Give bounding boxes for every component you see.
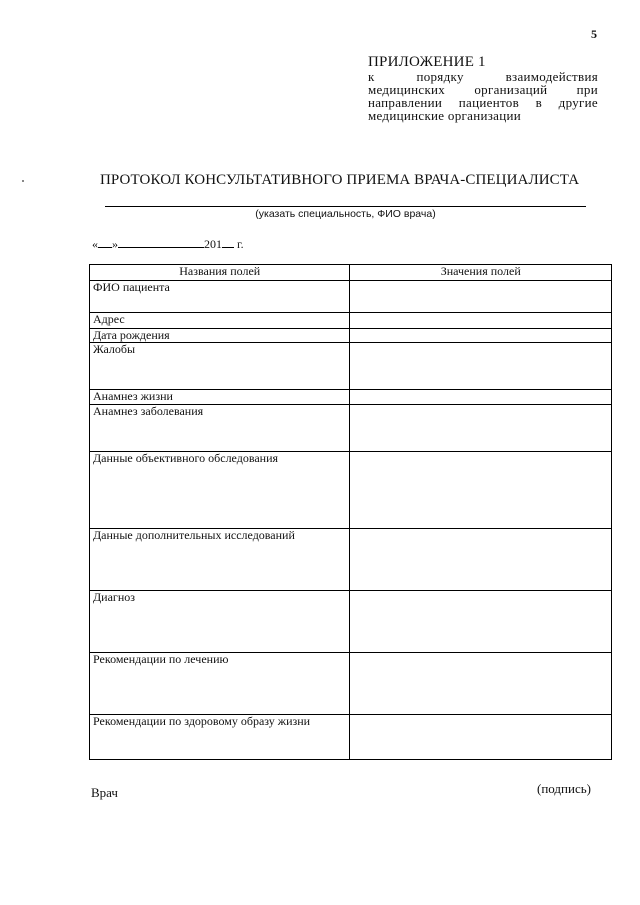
month-blank <box>118 236 204 248</box>
specialist-caption: (указать специальность, ФИО врача) <box>255 208 436 220</box>
field-value <box>350 452 612 529</box>
year-blank <box>222 236 234 248</box>
protocol-title: ПРОТОКОЛ КОНСУЛЬТАТИВНОГО ПРИЕМА ВРАЧА-СПЕЦИАЛИСТА <box>100 172 580 188</box>
field-label: Данные дополнительных исследований <box>90 529 350 591</box>
table-row <box>90 405 612 452</box>
specialist-fill-line <box>105 206 586 207</box>
date-year: 201 <box>204 237 222 251</box>
field-value <box>350 591 612 653</box>
field-value <box>350 313 612 329</box>
date-suffix: г. <box>237 237 244 251</box>
table-row <box>90 281 612 313</box>
table-row <box>90 343 612 390</box>
scan-speck <box>22 180 24 182</box>
table-header-row <box>90 265 612 281</box>
page-number: 5 <box>591 27 597 41</box>
protocol-fields-table <box>89 264 612 760</box>
header-field-values: Значения полей <box>350 265 612 281</box>
field-label: Диагноз <box>90 591 350 653</box>
signature-caption: (подпись) <box>537 781 591 796</box>
field-label: Рекомендации по лечению <box>90 653 350 715</box>
field-label: Адрес <box>90 313 350 329</box>
appendix-title: ПРИЛОЖЕНИЕ 1 <box>368 54 486 70</box>
table-row <box>90 329 612 343</box>
day-blank <box>98 236 112 248</box>
field-value <box>350 529 612 591</box>
table-row <box>90 591 612 653</box>
doctor-label: Врач <box>91 785 118 800</box>
appendix-subtitle: к порядку взаимодействия медицинских организаций при направлении пациентов в другие медицинские организации <box>368 69 598 123</box>
field-label: Анамнез заболевания <box>90 405 350 452</box>
field-value <box>350 390 612 405</box>
field-value <box>350 281 612 313</box>
table-row <box>90 313 612 329</box>
field-label: Рекомендации по здоровому образу жизни <box>90 715 350 760</box>
date-open-quote: « <box>92 237 98 251</box>
date-line <box>92 236 244 252</box>
field-label: ФИО пациента <box>90 281 350 313</box>
table-row <box>90 452 612 529</box>
field-label: Жалобы <box>90 343 350 390</box>
field-value <box>350 343 612 390</box>
table-row <box>90 653 612 715</box>
header-field-names: Названия полей <box>90 265 350 281</box>
field-label: Данные объективного обследования <box>90 452 350 529</box>
table-row <box>90 390 612 405</box>
field-value <box>350 405 612 452</box>
field-label: Анамнез жизни <box>90 390 350 405</box>
field-value <box>350 715 612 760</box>
field-value <box>350 653 612 715</box>
field-value <box>350 329 612 343</box>
field-label: Дата рождения <box>90 329 350 343</box>
date-close-quote: » <box>112 237 118 251</box>
table-row <box>90 715 612 760</box>
table-row <box>90 529 612 591</box>
